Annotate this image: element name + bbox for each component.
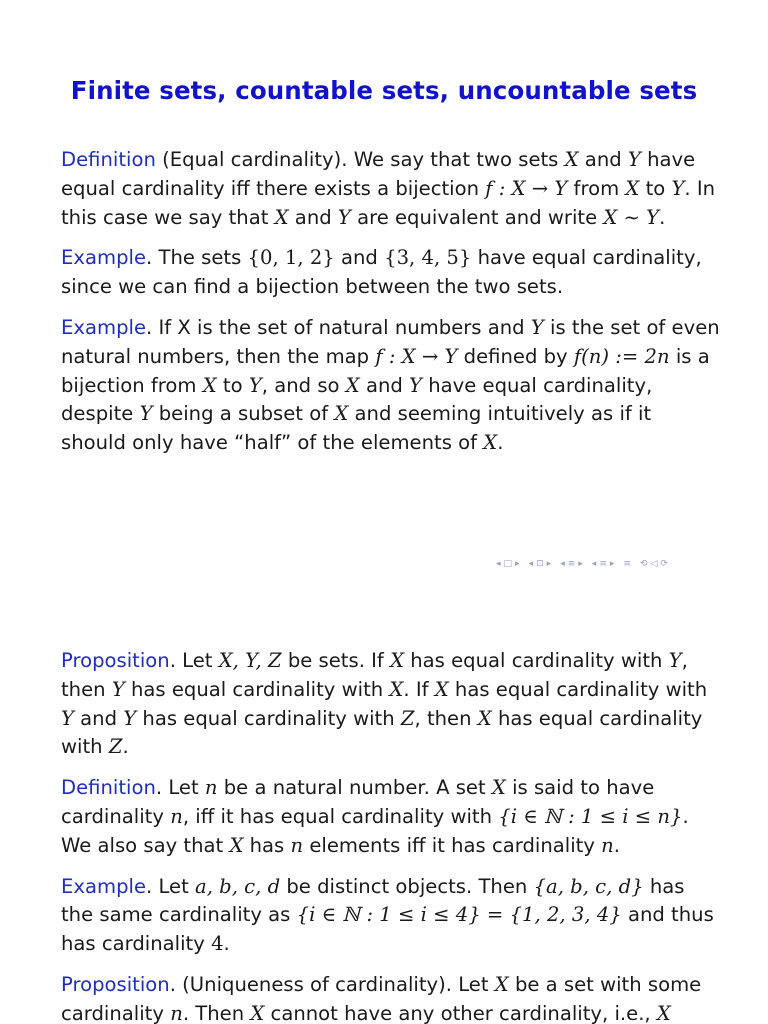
slide-2: [0, 620, 768, 1024]
math-segment: X, Y, Z: [218, 649, 282, 672]
nav-icon[interactable]: ◂: [496, 559, 501, 569]
block-keyword: Example: [61, 874, 147, 898]
text-segment: have equal cardinality, since we can find a bijection between the two sets.: [61, 246, 702, 299]
text-segment: has the same cardinality as: [61, 874, 685, 927]
nav-icon[interactable]: ▸: [546, 559, 552, 569]
math-segment: Y: [61, 706, 74, 730]
math-segment: Y: [409, 373, 422, 397]
math-segment: X: [483, 431, 498, 455]
example-even-numbers: [61, 314, 721, 458]
text-segment: to: [216, 373, 249, 397]
text-segment: are equivalent and write: [350, 205, 604, 229]
text-segment: has: [243, 833, 291, 857]
math-segment: X: [250, 1001, 265, 1024]
math-segment: Y: [111, 677, 125, 701]
text-segment: be sets. If: [281, 649, 391, 672]
text-segment: (Equal cardinality). We say that two sets: [155, 148, 565, 171]
text-segment: and: [578, 148, 628, 171]
slide-2-content: [61, 647, 721, 1024]
proposition-equivalence: [61, 647, 721, 762]
math-segment: {3, 4, 5}: [384, 246, 472, 270]
text-segment: . Let: [155, 776, 205, 800]
nav-icon[interactable]: ◂: [528, 559, 534, 569]
block-keyword: Definition: [61, 776, 156, 800]
math-segment: a, b, c, d: [195, 874, 281, 898]
definition-cardinality-n: [61, 774, 721, 860]
beamer-navigation-bar[interactable]: [496, 555, 762, 573]
math-segment: X: [389, 677, 404, 701]
math-segment: Z: [400, 706, 415, 730]
math-segment: {a, b, c, d}: [533, 874, 644, 898]
slide-1-content: [61, 146, 721, 470]
text-segment: from: [567, 176, 626, 200]
text-segment: has equal cardinality with: [448, 677, 708, 701]
nav-icon[interactable]: ⟲: [639, 559, 648, 569]
text-segment: have equal cardinality, despite: [61, 373, 653, 426]
text-segment: . (Uniqueness of cardinality). Let: [169, 972, 495, 996]
text-segment: has equal cardinality with: [404, 649, 669, 672]
block-keyword: Definition: [61, 148, 156, 171]
math-segment: n: [290, 833, 304, 857]
nav-icon[interactable]: ◂: [560, 559, 565, 569]
text-segment: and seeming intuitively as if it should only have “half” of the elements of: [61, 402, 652, 455]
text-segment: has equal cardinality with: [136, 706, 401, 730]
text-segment: and: [359, 373, 410, 397]
text-segment: is the set of even natural numbers, then the map: [61, 315, 720, 368]
text-segment: . In this case we say that: [61, 176, 716, 229]
math-segment: X ∼ Y: [603, 205, 660, 229]
nav-icon[interactable]: ⊡: [536, 559, 544, 569]
nav-icon[interactable]: ≡: [623, 559, 631, 569]
text-segment: , iff it has equal cardinality with: [182, 804, 499, 828]
nav-icon[interactable]: ◁: [650, 559, 658, 569]
text-segment: is a bijection from: [61, 344, 710, 397]
text-segment: and: [288, 205, 338, 229]
math-segment: {i ∈ ℕ : 1 ≤ i ≤ 4} = {1, 2, 3, 4}: [296, 903, 622, 927]
math-segment: f : X → Y: [485, 176, 568, 200]
math-segment: Y: [139, 402, 153, 426]
math-segment: n: [601, 833, 614, 857]
block-keyword: Example: [61, 246, 147, 270]
math-segment: X: [564, 148, 579, 171]
text-segment: elements iff it has cardinality: [303, 833, 602, 857]
text-segment: cannot have any other cardinality, i.e.,: [264, 1001, 657, 1024]
nav-icon[interactable]: ▸: [515, 559, 520, 569]
text-segment: . The sets: [146, 246, 248, 270]
math-segment: n: [170, 804, 183, 828]
text-segment: and: [73, 706, 124, 730]
text-segment: .: [497, 431, 504, 455]
nav-icon[interactable]: ◂: [591, 559, 597, 569]
nav-icon[interactable]: ▸: [578, 559, 583, 569]
block-keyword: Example: [61, 315, 147, 339]
math-segment: Y: [627, 148, 641, 171]
math-segment: X: [434, 677, 449, 701]
definition-equal-cardinality: [61, 146, 721, 232]
text-segment: defined by: [457, 344, 574, 368]
proposition-uniqueness-of-cardinality: [61, 971, 721, 1024]
text-segment: . If: [403, 677, 435, 701]
math-segment: X: [494, 972, 509, 996]
math-segment: f : X → Y: [375, 344, 458, 368]
math-segment: Y: [123, 706, 137, 730]
math-segment: n: [204, 776, 218, 800]
math-segment: X: [390, 649, 405, 672]
text-segment: have equal cardinality iff there exists a bijection: [61, 148, 696, 200]
text-segment: and thus has cardinality: [61, 903, 714, 956]
text-segment: has equal cardinality with: [61, 706, 703, 759]
text-segment: be distinct objects. Then: [280, 874, 534, 898]
text-segment: . Let: [146, 874, 196, 898]
math-segment: n: [170, 1001, 183, 1024]
example-finite-sets: [61, 244, 721, 302]
nav-icon[interactable]: □: [503, 559, 513, 569]
text-segment: be a natural number. A set: [217, 776, 492, 800]
text-segment: be a set with some cardinality: [61, 972, 702, 1024]
math-segment: Z: [108, 735, 123, 759]
text-segment: is said to have cardinality: [61, 776, 655, 828]
example-four-objects: [61, 873, 721, 959]
math-segment: X: [477, 706, 492, 730]
block-keyword: Proposition: [61, 649, 170, 672]
text-segment: .: [223, 932, 230, 956]
math-segment: X: [656, 1001, 671, 1024]
nav-icon[interactable]: ⟳: [660, 559, 668, 569]
math-segment: Y: [530, 315, 544, 339]
text-segment: and: [334, 246, 385, 270]
text-segment: , then: [414, 706, 478, 730]
math-segment: X: [625, 176, 640, 200]
text-segment: .: [659, 205, 666, 229]
math-segment: X: [202, 373, 217, 397]
math-segment: {i ∈ ℕ : 1 ≤ i ≤ n}: [498, 804, 683, 828]
text-segment: .: [613, 833, 621, 857]
slide-title: Finite sets, countable sets, uncountable sets: [70, 76, 698, 105]
text-segment: . We also say that: [61, 804, 689, 857]
text-segment: . If X is the set of natural numbers and: [146, 315, 531, 339]
math-segment: X: [229, 833, 244, 857]
math-segment: Y: [248, 373, 262, 397]
math-segment: 4: [211, 932, 224, 956]
text-segment: .: [122, 735, 129, 759]
nav-icon[interactable]: ≡: [599, 559, 607, 569]
text-segment: being a subset of: [152, 402, 335, 426]
nav-icon[interactable]: ▸: [609, 559, 615, 569]
nav-icon[interactable]: ≡: [567, 559, 576, 569]
math-segment: X: [491, 776, 506, 800]
text-segment: . Let: [169, 649, 219, 672]
math-segment: Y: [337, 205, 351, 229]
block-keyword: Proposition: [61, 972, 170, 996]
text-segment: , then: [61, 649, 688, 701]
math-segment: Y: [668, 649, 682, 672]
math-segment: X: [334, 402, 349, 426]
math-segment: {0, 1, 2}: [247, 246, 335, 270]
text-segment: has equal cardinality with: [124, 677, 390, 701]
text-segment: , and so: [261, 373, 346, 397]
math-segment: Y: [671, 176, 685, 200]
text-segment: . Then: [182, 1001, 251, 1024]
math-segment: X: [274, 205, 289, 229]
text-segment: to: [639, 176, 672, 200]
math-segment: X: [345, 373, 360, 397]
math-segment: f(n) := 2n: [573, 344, 670, 368]
